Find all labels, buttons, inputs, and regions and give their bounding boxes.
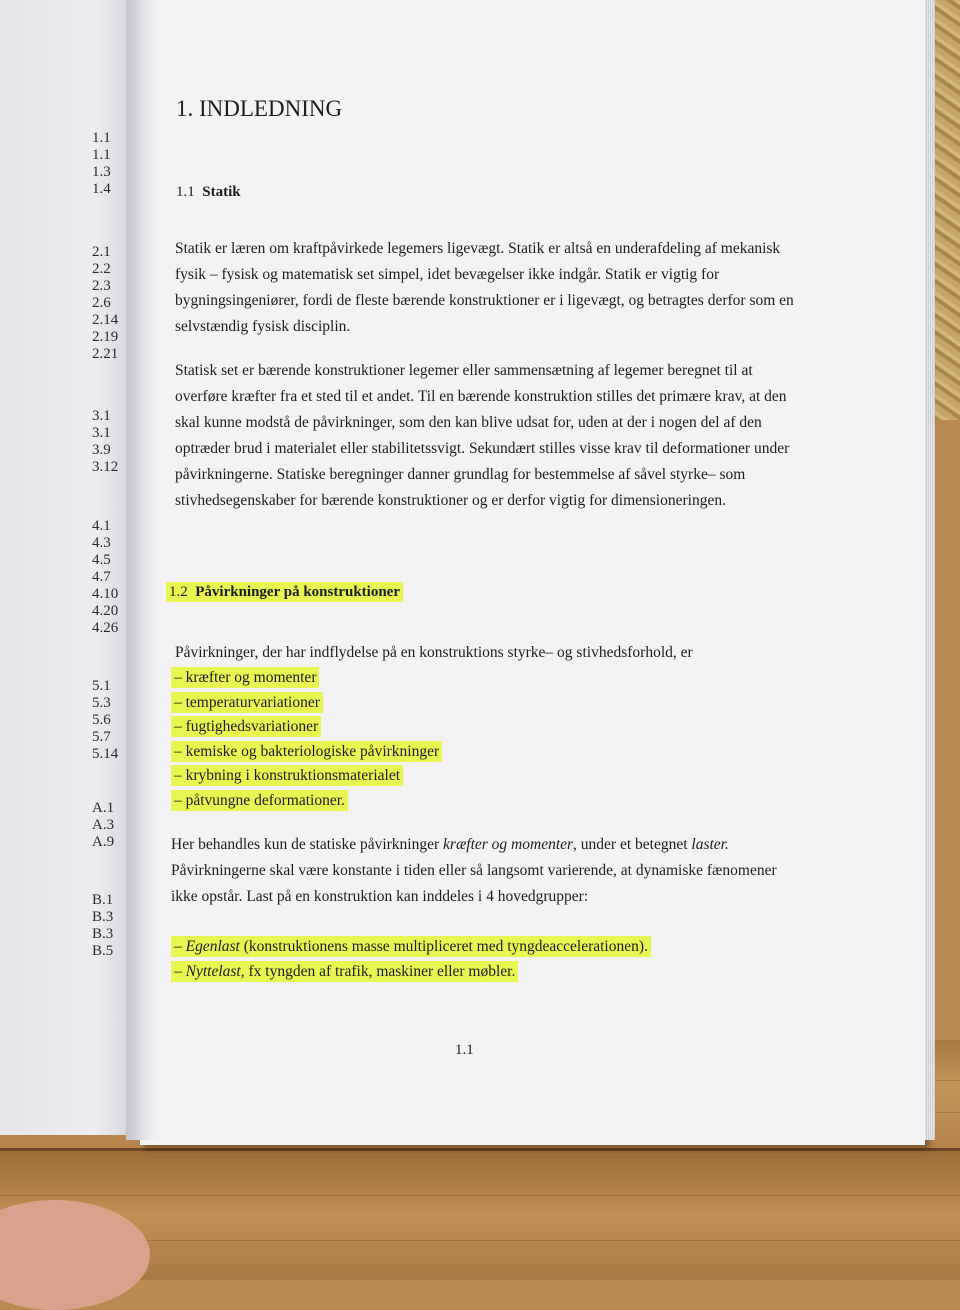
- toc-number: 5.7: [92, 729, 111, 745]
- toc-number: 4.5: [92, 552, 111, 568]
- toc-group: [92, 130, 137, 198]
- toc-number: 2.14: [92, 312, 119, 328]
- toc-number: A.1: [92, 800, 115, 816]
- toc-group: [92, 678, 137, 763]
- toc-number: 5.3: [92, 695, 111, 711]
- section-title: Påvirkninger på konstruktioner: [195, 584, 400, 600]
- toc-number: 4.26: [92, 620, 119, 636]
- list-item: – temperaturvariationer: [171, 691, 442, 716]
- toc-number: 3.1: [92, 408, 111, 424]
- page-edge: [925, 0, 935, 1140]
- toc-number: 4.10: [92, 586, 119, 602]
- toc-number: 5.14: [92, 746, 119, 762]
- toc-number: 1.4: [92, 181, 111, 197]
- influence-list: [171, 666, 442, 814]
- toc-number: 3.12: [92, 459, 119, 475]
- toc-number: 4.3: [92, 535, 111, 551]
- toc-number: B.3: [92, 926, 114, 942]
- toc-number: 2.2: [92, 261, 111, 277]
- list-item: – fugtighedsvariationer: [171, 715, 442, 740]
- toc-group: [92, 892, 137, 960]
- section-heading-paavirkninger: [166, 584, 403, 601]
- paragraph: Statik er læren om kraftpåvirkede legemers ligevægt. Statik er altså en underafdeling af mekanisk fysik – fysisk og matematisk set simpel, idet bevægelser ikke indgår. Statik er vigtig for bygningsingeniører, fordi de fleste bærende konstruktioner er i ligevægt, og betragtes derfor som en selvstændig fysisk disciplin.: [175, 240, 794, 335]
- load-group-list: [171, 934, 651, 984]
- toc-group: [92, 800, 137, 851]
- toc-number: A.3: [92, 817, 115, 833]
- toc-number: 5.6: [92, 712, 111, 728]
- plank-seam: [0, 1148, 960, 1151]
- toc-number: 5.1: [92, 678, 111, 694]
- toc-group: [92, 518, 137, 637]
- paragraph: Påvirkninger, der har indflydelse på en konstruktions styrke– og stivhedsforhold, er: [175, 644, 693, 661]
- section-number: 1.2: [169, 584, 188, 600]
- section-heading-statik: [176, 184, 241, 201]
- section-title: Statik: [202, 184, 241, 200]
- toc-number: A.9: [92, 834, 115, 850]
- toc-number: B.3: [92, 909, 114, 925]
- toc-number: 4.7: [92, 569, 111, 585]
- toc-group: [92, 244, 137, 363]
- toc-number: B.5: [92, 943, 114, 959]
- list-item: – krybning i konstruktionsmaterialet: [171, 764, 442, 789]
- toc-number: B.1: [92, 892, 114, 908]
- list-item: – kemiske og bakteriologiske påvirkninger: [171, 740, 442, 765]
- toc-number: 4.1: [92, 518, 111, 534]
- chapter-title: 1. INDLEDNING: [176, 96, 343, 121]
- wood-grain: [0, 1195, 960, 1196]
- toc-number: 1.1: [92, 130, 111, 146]
- toc-number: 2.6: [92, 295, 111, 311]
- toc-number: 2.21: [92, 346, 119, 362]
- toc-number: 2.1: [92, 244, 111, 260]
- section-number: 1.1: [176, 184, 195, 200]
- list-item: – Egenlast (konstruktionens masse multipliceret med tyngdeaccelerationen).: [171, 934, 651, 959]
- toc-number: 3.9: [92, 442, 111, 458]
- toc-number: 3.1: [92, 425, 111, 441]
- toc-group: [92, 408, 137, 476]
- toc-number: 2.19: [92, 329, 119, 345]
- toc-number: 2.3: [92, 278, 111, 294]
- paragraph: Statisk set er bærende konstruktioner legemer eller sammensætning af legemer beregnet til at overføre kræfter fra et sted til et andet. Til en bærende konstruktion stilles det primære krav, at den skal kunne modstå de påvirkninger, som den kan blive udsat for, uden at der i nogen del af den optræder brud i materialet eller stabilitetssvigt. Sekundært stilles visse krav til deformationer under påvirkningerne. Statiske beregninger danner grundlag for bestemmelse af såvel styrke– som stivhedsegenskaber for bærende konstruktioner og er derfor vigtig for dimensioneringen.: [175, 362, 790, 509]
- toc-number: 1.3: [92, 164, 111, 180]
- paragraph: Her behandles kun de statiske påvirkninger kræfter og momenter, under et betegnet laster. Påvirkningerne skal være konstante i tiden eller så langsomt varierende, at dynamiske fænomener ikke opstår. Last på en konstruktion kan inddeles i 4 hovedgrupper:: [171, 836, 777, 905]
- list-item: – påtvungne deformationer.: [171, 789, 442, 814]
- toc-number: 1.1: [92, 147, 111, 163]
- list-item: – kræfter og momenter: [171, 666, 442, 691]
- list-item: – Nyttelast, fx tyngden af trafik, maskiner eller møbler.: [171, 959, 651, 984]
- page-number: 1.1: [455, 1042, 474, 1058]
- toc-number: 4.20: [92, 603, 119, 619]
